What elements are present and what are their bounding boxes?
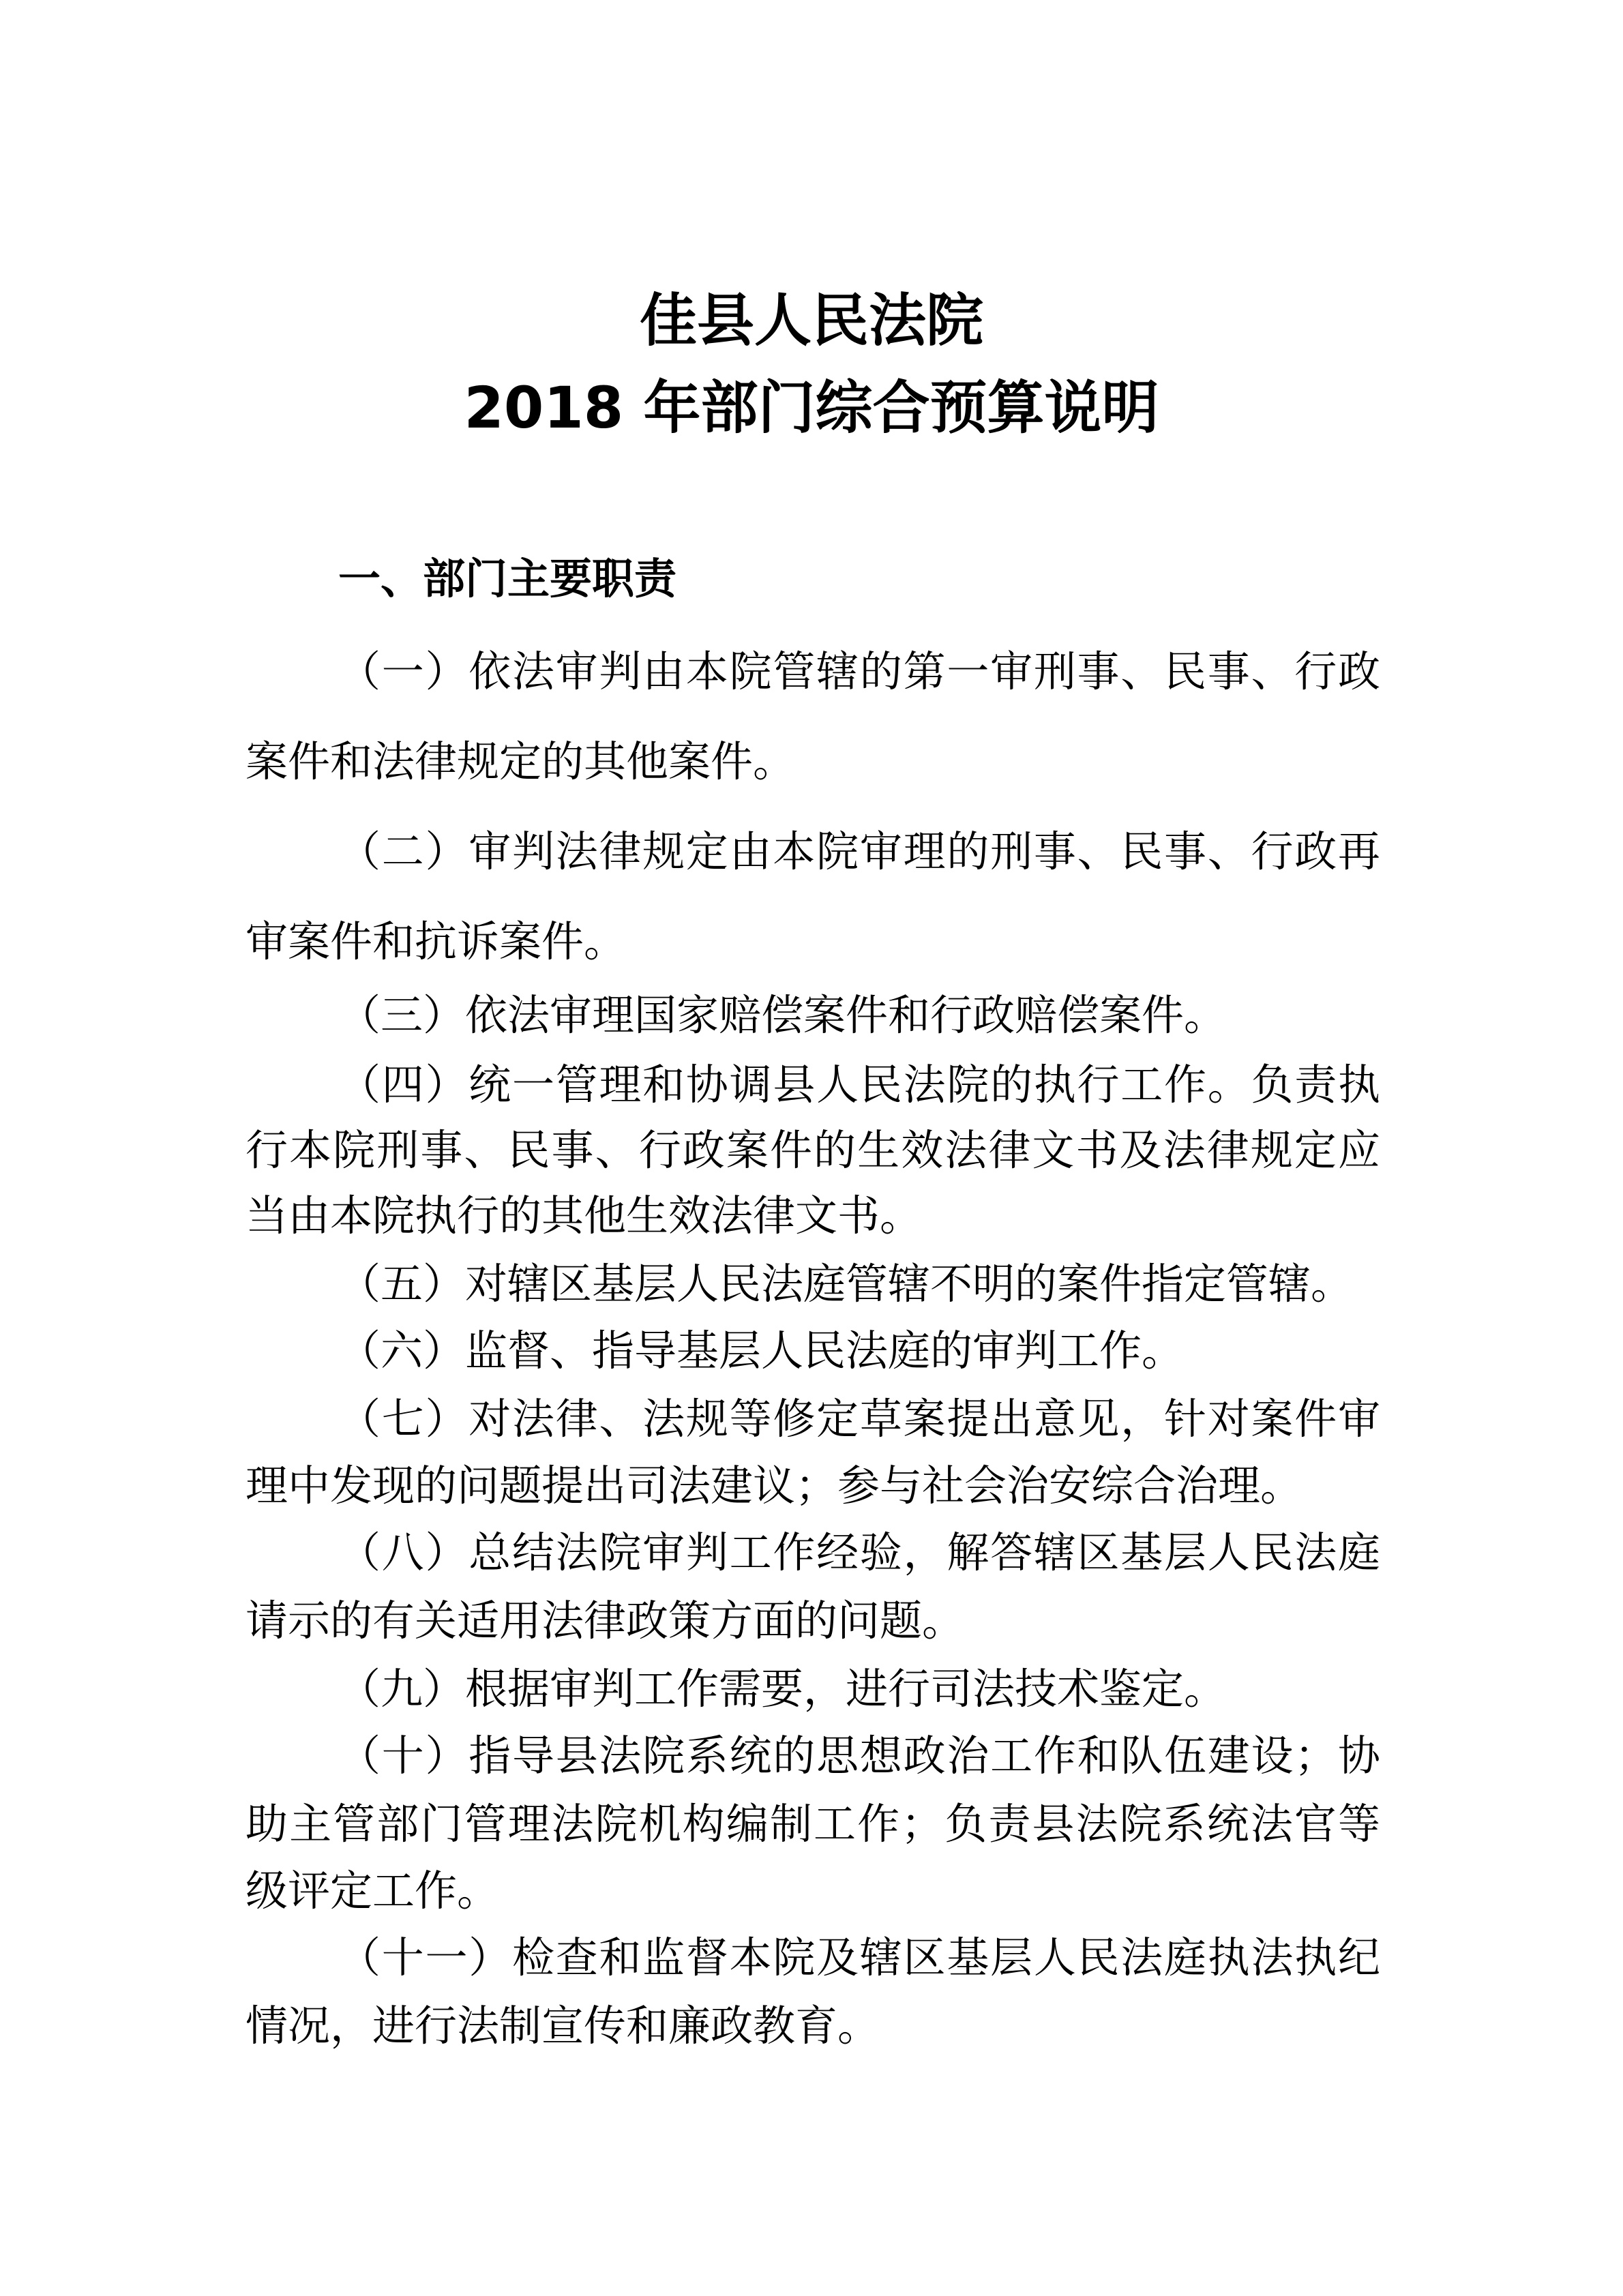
text-line: （七）对法律、法规等修定草案提出意见，针对案件审 xyxy=(338,1394,1380,1444)
text-line: 当由本院执行的其他生效法律文书。 xyxy=(245,1191,923,1240)
text-line: （五）对辖区基层人民法庭管辖不明的案件指定管辖。 xyxy=(338,1259,1354,1309)
text-line: （八）总结法院审判工作经验，解答辖区基层人民法庭 xyxy=(338,1527,1380,1577)
text-line: 案件和法律规定的其他案件。 xyxy=(245,736,796,786)
text-line: （六）监督、指导基层人民法庭的审判工作。 xyxy=(338,1326,1185,1375)
text-line: （九）根据审判工作需要，进行司法技术鉴定。 xyxy=(338,1664,1227,1714)
document-title: 佳县人民法院 xyxy=(639,287,983,354)
text-line: 请示的有关适用法律政策方面的问题。 xyxy=(245,1596,965,1645)
text-line: （二）审判法律规定由本院审理的刑事、民事、行政再 xyxy=(338,826,1380,876)
text-line: 助主管部门管理法院机构编制工作；负责县法院系统法官等 xyxy=(245,1799,1380,1849)
text-line: （三）依法审理国家赔偿案件和行政赔偿案件。 xyxy=(338,990,1227,1040)
text-line: 情况，进行法制宣传和廉政教育。 xyxy=(245,2001,880,2051)
text-line: （四）统一管理和协调县人民法院的执行工作。负责执 xyxy=(338,1060,1380,1109)
section-heading: 一、部门主要职责 xyxy=(338,554,677,603)
text-line: 级评定工作。 xyxy=(245,1866,500,1915)
text-line: （十）指导县法院系统的思想政治工作和队伍建设；协 xyxy=(338,1731,1380,1780)
text-line: 审案件和抗诉案件。 xyxy=(245,916,627,966)
text-line: （一）依法审判由本院管辖的第一审刑事、民事、行政 xyxy=(338,646,1380,696)
document-subtitle: 2018 年部门综合预算说明 xyxy=(464,374,1159,441)
text-line: （十一）检查和监督本院及辖区基层人民法庭执法执纪 xyxy=(338,1933,1380,1982)
text-line: 理中发现的问题提出司法建议；参与社会治安综合治理。 xyxy=(245,1461,1303,1510)
text-line: 行本院刑事、民事、行政案件的生效法律文书及法律规定应 xyxy=(245,1125,1380,1175)
